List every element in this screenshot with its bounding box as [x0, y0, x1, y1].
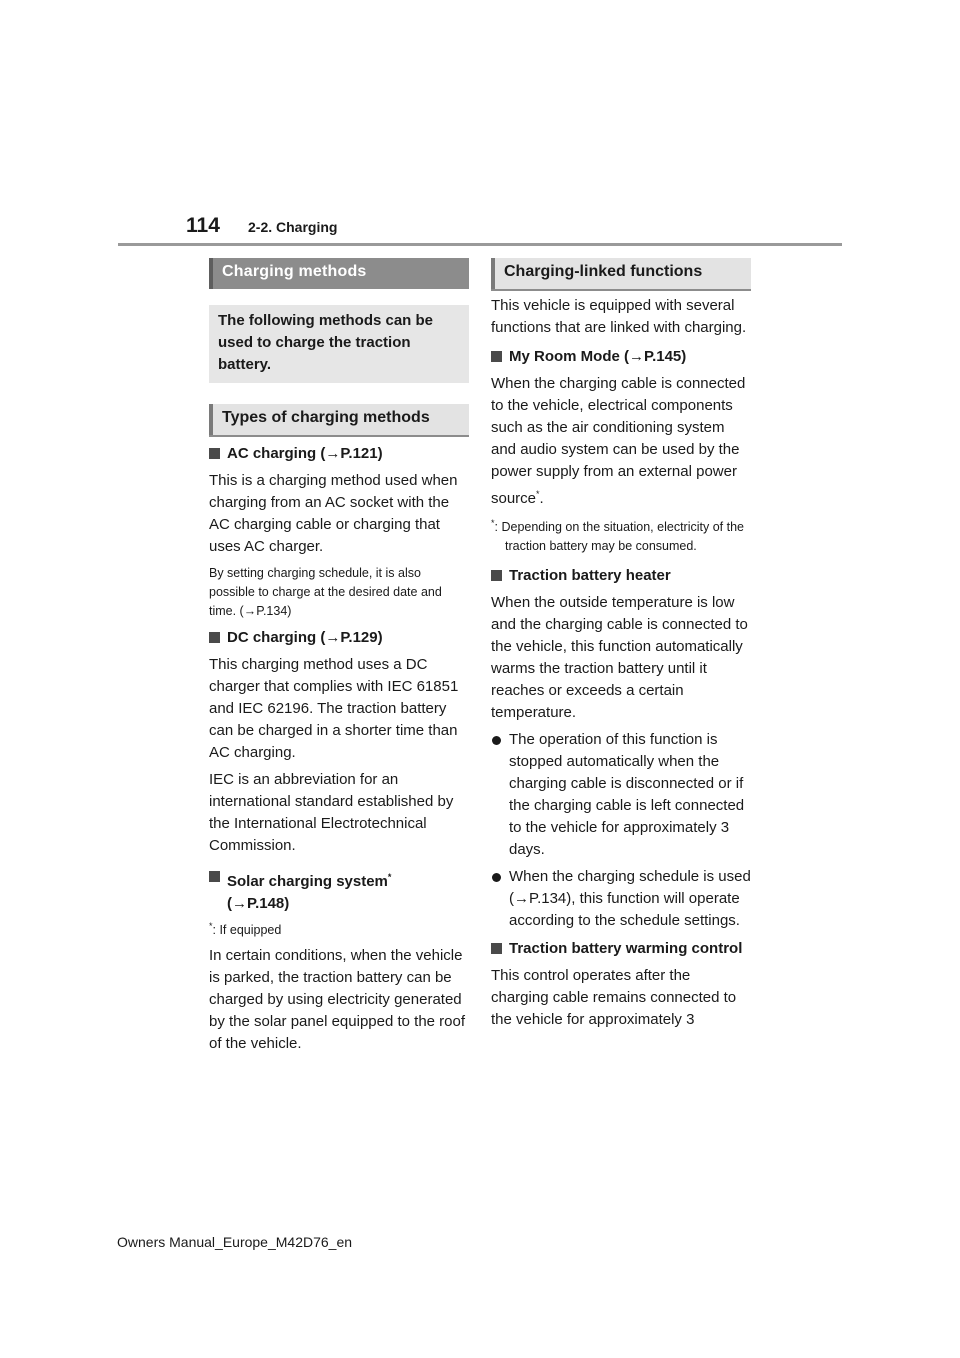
header-divider: [118, 243, 842, 246]
heater-bullet-text: The operation of this function is stopped automatically when the charging cable is disconnected or if the charging cable is left connected to the vehicle for approximately 3 days.: [509, 731, 745, 859]
footnote-marker: *: [536, 489, 540, 499]
square-bullet-icon: [491, 570, 502, 581]
heading-solar-text: Solar charging system: [227, 873, 388, 890]
heading-warming-text: Traction battery warming control: [509, 940, 743, 958]
ac-charging-body: This is a charging method used when charging from an AC socket with the AC charging cable or charging that uses AC charger.: [209, 472, 458, 555]
footnote-marker: *: [387, 872, 392, 882]
iec-explanation: IEC is an abbreviation for an international standard established by the International Electrotechnical Commission.: [209, 771, 454, 854]
heading-my-room-mode: [491, 346, 751, 368]
my-room-body: [491, 373, 751, 510]
square-bullet-icon: [491, 943, 502, 954]
warming-body: This control operates after the charging cable remains connected to the vehicle for approximately 3: [491, 967, 737, 1029]
heading-heater-text: Traction battery heater: [509, 567, 671, 585]
footnote-marker: *: [491, 518, 495, 528]
heading-my-room-text: My Room Mode (→P.145): [509, 348, 687, 365]
solar-footnote-text: : If equipped: [212, 923, 282, 938]
heading-solar-ref: (→P.148): [227, 895, 290, 912]
page-number: 114: [186, 214, 220, 237]
intro-box: The following methods can be used to charge the traction battery.: [209, 305, 469, 383]
square-bullet-icon: [209, 448, 220, 459]
section-label: 2-2. Charging: [248, 219, 338, 235]
section-title-charging-linked: Charging-linked functions: [491, 258, 751, 291]
heading-ac-text: AC charging (→P.121): [227, 445, 383, 462]
heater-bullet: [491, 729, 751, 861]
heading-solar-charging: [209, 866, 469, 915]
dc-charging-body: This charging method uses a DC charger that complies with IEC 61851 and IEC 62196. The traction battery can be charged in a shorter time than AC charging.: [209, 656, 459, 761]
footnote-marker: *: [209, 921, 213, 931]
footer-manual-id: Owners Manual_Europe_M42D76_en: [117, 1234, 353, 1250]
subsection-title-types: Types of charging methods: [209, 404, 469, 437]
my-room-footnote: [491, 514, 751, 556]
heater-bullet-text: When the charging schedule is used (→P.134), this function will operate according to the schedule settings.: [509, 868, 751, 930]
left-column: [209, 258, 469, 1055]
my-room-end: .: [539, 490, 544, 507]
solar-footnote: [209, 917, 469, 940]
square-bullet-icon: [209, 632, 220, 643]
section-title-charging-methods: Charging methods: [209, 258, 469, 289]
heading-ac-charging: [209, 443, 469, 465]
right-column: [491, 258, 751, 1031]
ac-charging-note: By setting charging schedule, it is also possible to charge at the desired date and time. (→P.134): [209, 566, 442, 618]
my-room-footnote-text: : Depending on the situation, electricity of the traction battery may be consumed.: [494, 520, 744, 554]
my-room-text: When the charging cable is connected to the vehicle, electrical components such as the air conditioning system and audio system can be used by the power supply from an external power source: [491, 375, 746, 507]
bullet-dot-icon: [492, 873, 501, 882]
heading-battery-warming-control: [491, 938, 751, 960]
heading-dc-charging: [209, 627, 469, 649]
charging-linked-intro: This vehicle is equipped with several functions that are linked with charging.: [491, 297, 747, 336]
heater-bullet: [491, 866, 751, 932]
heading-dc-text: DC charging (→P.129): [227, 629, 383, 646]
heater-body: When the outside temperature is low and the charging cable is connected to the vehicle, this function automatically warms the traction battery until it reaches or exceeds a certain temperature.: [491, 594, 748, 722]
square-bullet-icon: [491, 351, 502, 362]
heading-traction-battery-heater: [491, 565, 751, 587]
square-bullet-icon: [209, 871, 220, 882]
solar-charging-body: In certain conditions, when the vehicle is parked, the traction battery can be charged by using electricity generated by the solar panel equipped to the roof of the vehicle.: [209, 947, 466, 1053]
bullet-dot-icon: [492, 736, 501, 745]
